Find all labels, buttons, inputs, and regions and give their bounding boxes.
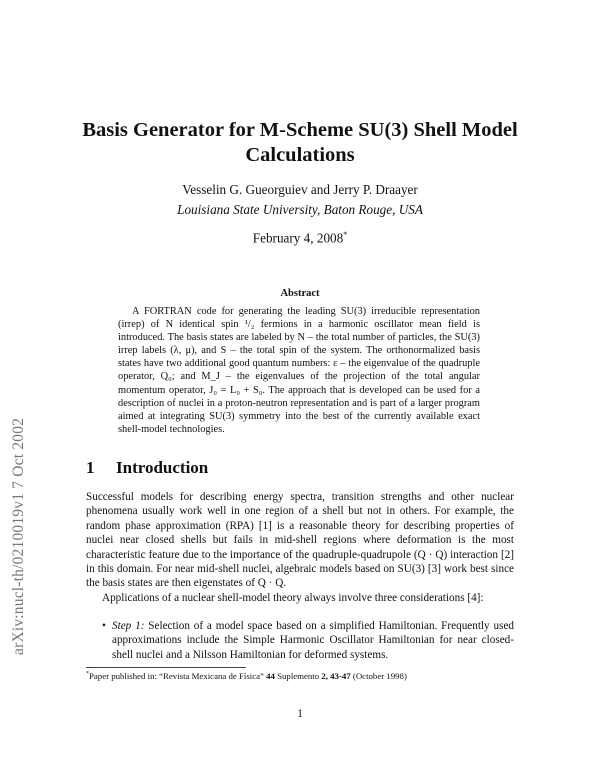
footnote-prefix: Paper published in: “Revista Mexicana de Física” bbox=[89, 670, 264, 681]
paragraph: Applications of a nuclear shell-model theory always involve three considerations [4]: bbox=[102, 591, 484, 604]
paper-affiliation: Louisiana State University, Baton Rouge, USA bbox=[177, 202, 423, 217]
section-heading bbox=[86, 458, 208, 478]
step-label: Step 1: bbox=[112, 620, 145, 632]
list-item-text bbox=[106, 619, 514, 662]
list-item bbox=[86, 619, 514, 662]
section-number: 1 bbox=[86, 458, 95, 477]
footnote bbox=[86, 669, 516, 682]
page-number: 1 bbox=[297, 708, 303, 720]
abstract-heading: Abstract bbox=[280, 288, 320, 299]
abstract-body bbox=[118, 305, 480, 436]
step-description: Selection of a model space based on a simplified Hamiltonian. Frequently used approximations include the Simple Harmonic Oscillator Hamiltonian for near closed-shell nuclei and a Nilsson Hamiltonian for deformed systems. bbox=[112, 620, 515, 661]
paper-title: Basis Generator for M-Scheme SU(3) Shell Model Calculations bbox=[82, 119, 518, 166]
arxiv-identifier-stamp: arXiv:nucl-th/0210019v1 7 Oct 2002 bbox=[10, 417, 27, 655]
footnote-mark: * bbox=[86, 671, 89, 677]
footnote-middle: Suplemento bbox=[277, 670, 320, 681]
considerations-list bbox=[86, 619, 514, 662]
date-footnote-mark: * bbox=[343, 230, 348, 239]
date-text: February 4, 2008 bbox=[252, 230, 344, 246]
paper-date bbox=[60, 230, 540, 246]
section-title: Introduction bbox=[116, 458, 209, 477]
paper-authors: Vesselin G. Gueorguiev and Jerry P. Draayer bbox=[182, 182, 418, 197]
section-body bbox=[86, 490, 514, 605]
footnote-divider bbox=[86, 667, 246, 668]
abstract-text: A FORTRAN code for generating the leading SU(3) irreducible representation (irrep) of N identical spin ¹/₂ fermions in a harmonic oscillator mean field is introduced. The basis states are labeled by N – the total number of particles, the SU(3) irrep labels (λ, μ), and S – the total spin of the system. The orthonormalized basis states have two additional good quantum numbers: ε – the eigenvalue of the quadruple operator, Q₀; and M_J – the eigenvalues of the projection of the total angular momentum operator, J₀ = L₀ + S₀. The approach that is developed can be used for a description of nuclei in a proton-neutron representation and is part of a larger program aimed at integrating SU(3) symmetry into the best of the currently available exact shell-model technologies. bbox=[118, 306, 480, 435]
bullet-icon: • bbox=[102, 620, 106, 632]
footnote-volume: 44 bbox=[266, 670, 275, 681]
footnote-suffix: (October 1998) bbox=[352, 670, 407, 681]
footnote-issue: 2, 43-47 bbox=[321, 670, 351, 681]
paragraph: Successful models for describing energy spectra, transition strengths and other nuclear phenomena usually work well in one region of a shell but not in others. For example, the random phase approximation (RPA) [1] is a reasonable theory for describing properties of nuclei near closed shells but fails in mid-shell regions where deformation is the most characteristic feature due to the importance of the quadruple-quadrupole (Q · Q) interaction [2] in this domain. For near mid-shell nuclei, algebraic models based on SU(3) [3] work best since the basis states are then eigenstates of Q · Q. bbox=[86, 491, 514, 590]
